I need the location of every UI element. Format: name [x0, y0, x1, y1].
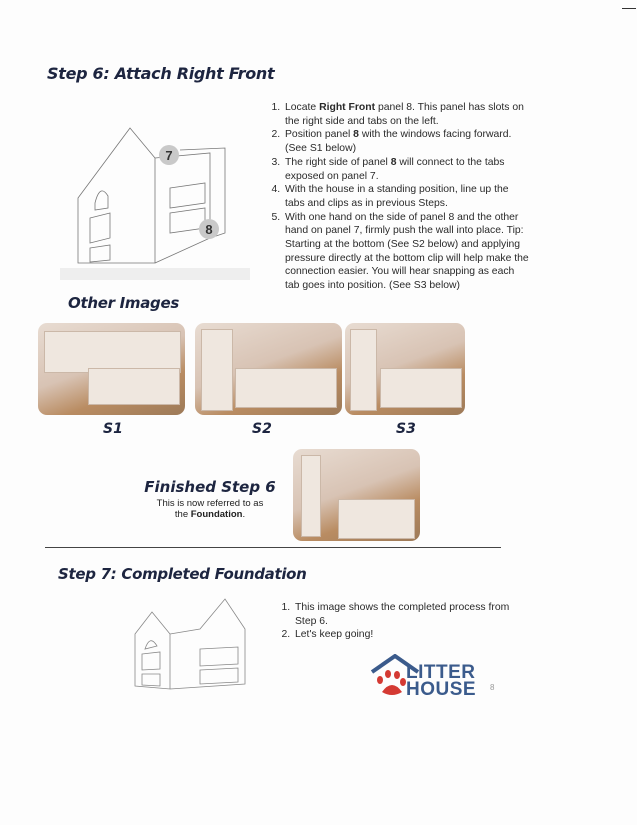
- caption-s2: S2: [252, 421, 272, 437]
- step7-diagram: [130, 594, 255, 694]
- photo-s3: [345, 323, 465, 415]
- step6-item: 4. With the house in a standing position, line up the tabs and clips as in previous Steps.: [283, 183, 529, 210]
- step6-item: 3. The right side of panel 8 will connect to the tabs exposed on panel 7.: [283, 156, 529, 183]
- other-images-heading: Other Images: [68, 294, 179, 312]
- section-divider: [45, 547, 501, 548]
- logo-text: LITTER HOUSE: [406, 662, 477, 700]
- panel-7-label: 7: [165, 148, 173, 163]
- caption-s1: S1: [103, 421, 123, 437]
- step7-item: 1. This image shows the completed process from Step 6.: [293, 601, 523, 628]
- photo-finished: [293, 449, 420, 541]
- photo-s1: [38, 323, 185, 415]
- finished-step6-block: [130, 478, 290, 520]
- finished-line1: This is now referred to as: [156, 498, 264, 509]
- scan-mark: [622, 8, 636, 9]
- step6-item: 5. With one hand on the side of panel 8 and the other hand on panel 7, firmly push the wall into place. Tip: Starting at the bottom (See S2 below) and applying pressure directly at the bottom clip will help make the connection easier. You will hear snapping as each tab goes into position. (See S3 below): [283, 211, 529, 293]
- photo-s2: [195, 323, 342, 415]
- litter-house-logo: [370, 654, 485, 702]
- step6-diagram: [60, 88, 250, 288]
- step7-item: 2. Let's keep going!: [293, 628, 523, 642]
- step6-instructions: [261, 101, 529, 293]
- caption-s3: S3: [396, 421, 416, 437]
- step7-instructions: [271, 601, 523, 642]
- step6-item: 2. Position panel 8 with the windows facing forward. (See S1 below): [283, 128, 529, 155]
- panel-8-label: 8: [205, 222, 213, 237]
- finished-heading: Finished Step 6: [144, 478, 276, 496]
- step7-heading: Step 7: Completed Foundation: [58, 565, 307, 583]
- page-number: 8: [490, 683, 495, 692]
- step6-item: 1. Locate Right Front panel 8. This panel has slots on the right side and tabs on the left.: [283, 101, 529, 128]
- step6-heading: Step 6: Attach Right Front: [47, 64, 275, 83]
- finished-line2: the Foundation.: [174, 509, 246, 520]
